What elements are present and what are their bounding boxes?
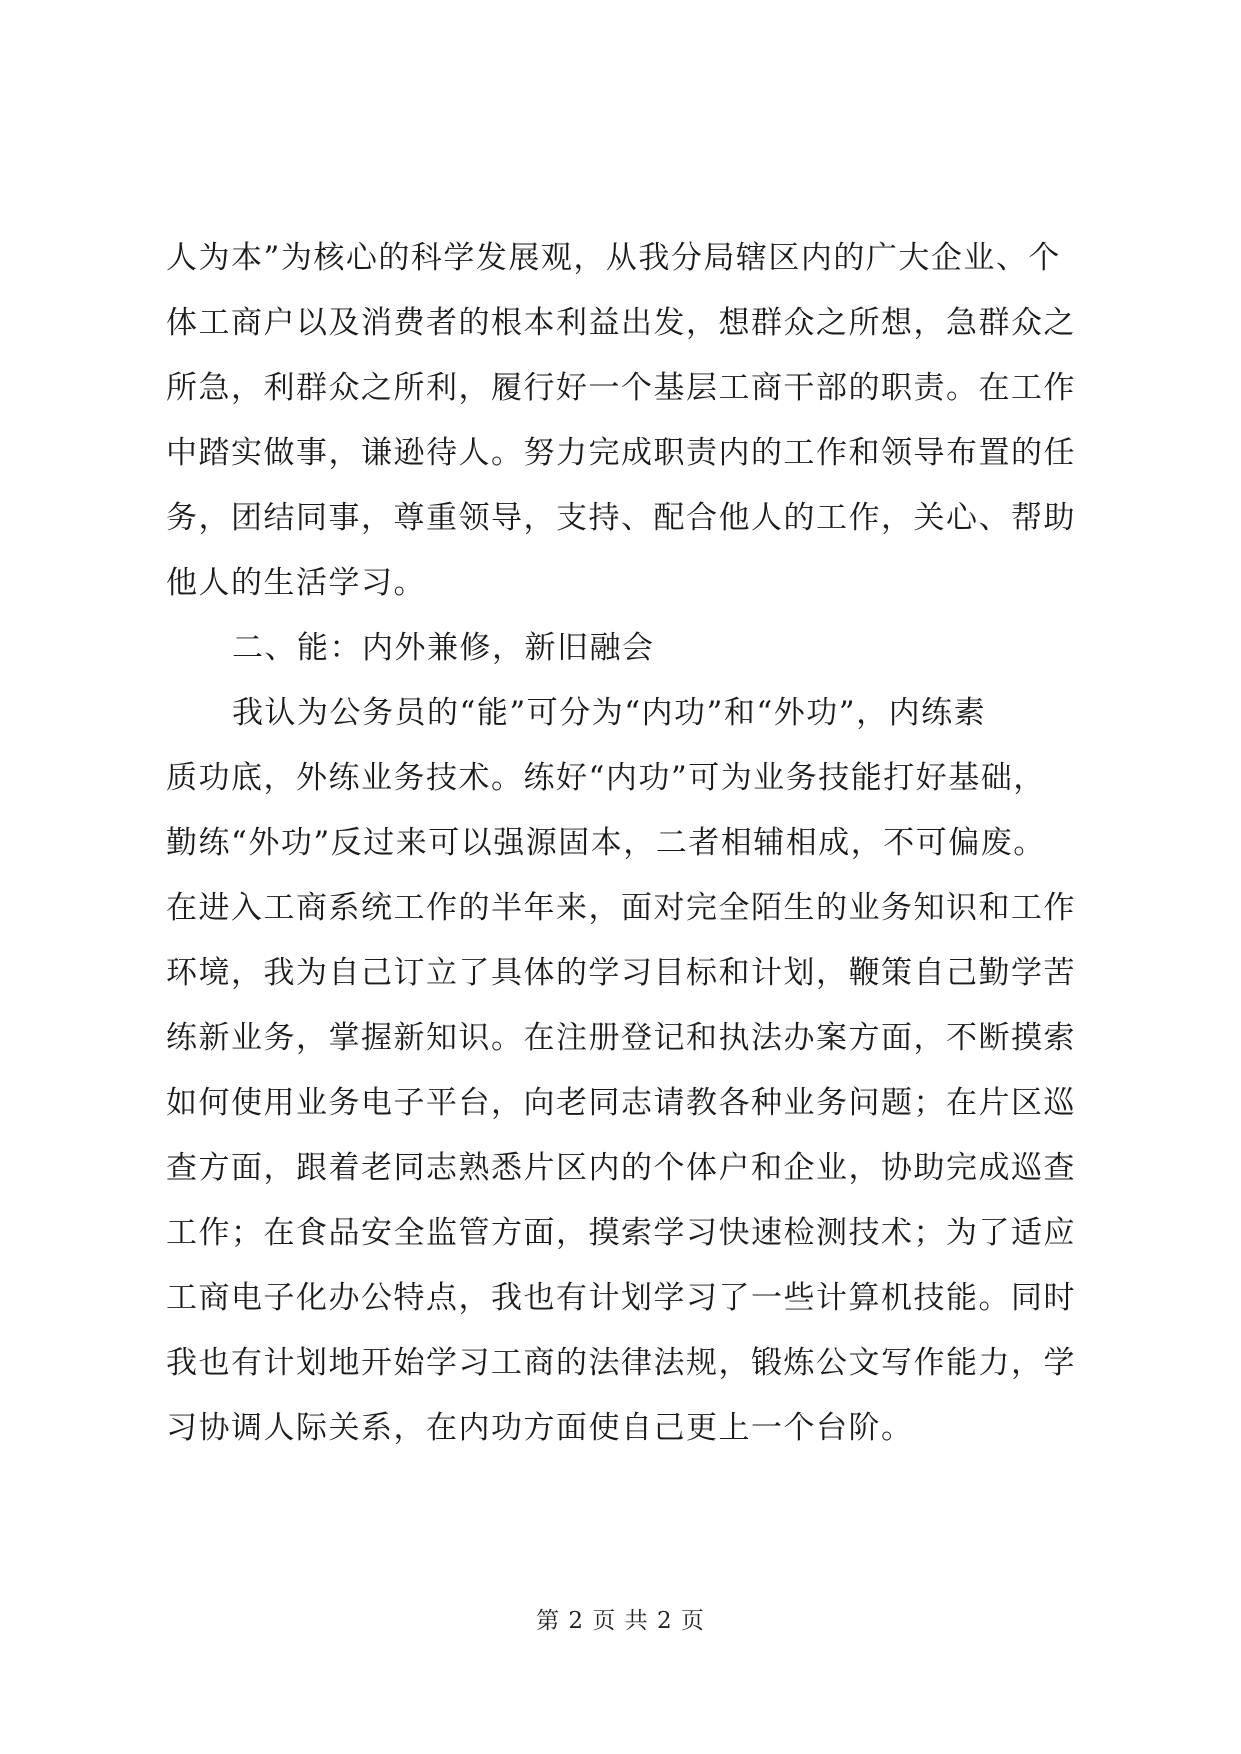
- text-line: 如何使用业务电子平台，向老同志请教各种业务问题；在片区巡: [166, 1085, 1076, 1121]
- text-line: 练新业务，掌握新知识。在注册登记和执法办案方面，不断摸索: [166, 1020, 1076, 1056]
- text-line: 勤练“外功”反过来可以强源固本，二者相辅相成，不可偏废。: [166, 825, 1046, 861]
- text-line: 所急，利群众之所利，履行好一个基层工商干部的职责。在工作: [166, 370, 1076, 406]
- text-line: 工作；在食品安全监管方面，摸索学习快速检测技术；为了适应: [166, 1215, 1076, 1251]
- text-line: 人为本”为核心的科学发展观，从我分局辖区内的广大企业、个: [166, 240, 1061, 276]
- text-line: 务，团结同事，尊重领导，支持、配合他人的工作，关心、帮助: [166, 500, 1076, 536]
- text-line: 环境，我为自己订立了具体的学习目标和计划，鞭策自己勤学苦: [166, 955, 1076, 991]
- paragraph-start-line: 我认为公务员的“能”可分为“内功”和“外功”，内练素: [232, 695, 987, 731]
- text-line: 中踏实做事，谦逊待人。努力完成职责内的工作和领导布置的任: [166, 435, 1076, 471]
- section-heading: 二、能：内外兼修，新旧融会: [232, 630, 655, 666]
- text-line: 质功底，外练业务技术。练好“内功”可为业务技能打好基础，: [166, 760, 1046, 796]
- text-line: 他人的生活学习。: [166, 565, 426, 601]
- text-line: 习协调人际关系，在内功方面使自己更上一个台阶。: [166, 1410, 914, 1446]
- body-text: [166, 226, 1086, 1461]
- page-number-footer: 第 2 页 共 2 页: [536, 1608, 705, 1634]
- text-line: 查方面，跟着老同志熟悉片区内的个体户和企业，协助完成巡查: [166, 1150, 1076, 1186]
- text-line: 体工商户以及消费者的根本利益出发，想群众之所想，急群众之: [166, 305, 1076, 341]
- text-line: 在进入工商系统工作的半年来，面对完全陌生的业务知识和工作: [166, 890, 1076, 926]
- text-line: 我也有计划地开始学习工商的法律法规，锻炼公文写作能力，学: [166, 1345, 1076, 1381]
- text-line: 工商电子化办公特点，我也有计划学习了一些计算机技能。同时: [166, 1280, 1076, 1316]
